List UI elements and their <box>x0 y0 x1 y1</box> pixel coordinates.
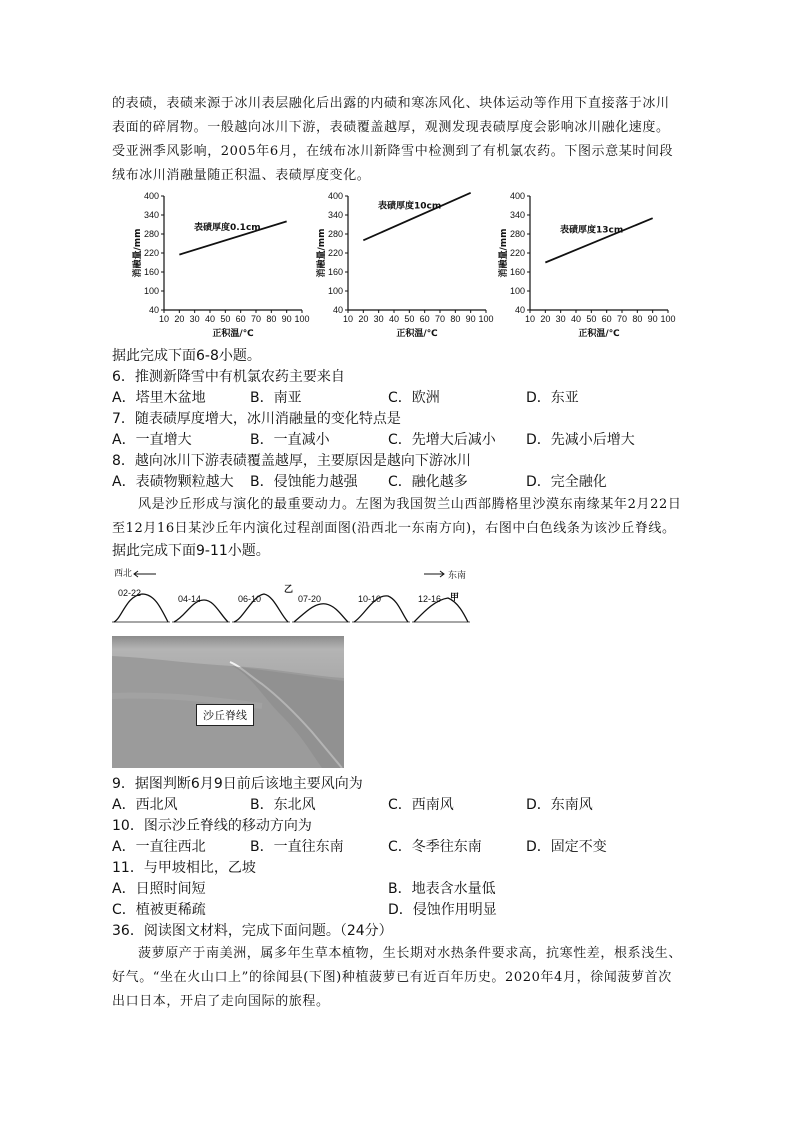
y-axis-label: 消融量/mm <box>317 228 327 278</box>
option-d[interactable]: D．完全融化 <box>526 474 607 490</box>
yi-slope-label: 乙 <box>284 585 294 595</box>
southeast-label: 东南 <box>448 570 467 580</box>
y-tick-label: 40 <box>514 305 525 315</box>
option-a[interactable]: A．一直往西北 <box>112 839 206 855</box>
question-9: 9．据图判断6月9日前后该地主要风向为 <box>112 776 363 792</box>
dune-ridge-photo <box>112 636 344 768</box>
dune-profile-panel <box>172 594 230 622</box>
option-b[interactable]: B．侵蚀能力越强 <box>250 474 358 490</box>
x-tick-label: 80 <box>632 314 643 324</box>
x-axis-label: 正积温/℃ <box>578 329 620 339</box>
y-tick-label: 160 <box>143 267 159 277</box>
x-tick-label: 80 <box>450 314 461 324</box>
dune-profile-panel <box>412 594 470 622</box>
options-6 <box>112 388 682 409</box>
y-tick-label: 160 <box>327 267 343 277</box>
dune-date-label: 02-22 <box>118 588 142 598</box>
question-11: 11．与甲坡相比，乙坡 <box>112 860 256 876</box>
chart-1 <box>314 190 494 340</box>
y-tick-label: 100 <box>509 286 525 296</box>
ridge-label: 沙丘脊线 <box>196 704 254 726</box>
option-c[interactable]: C．西南风 <box>388 797 454 813</box>
thickness-annotation: 表碛厚度10cm <box>378 201 442 212</box>
x-tick-label: 70 <box>616 314 628 324</box>
x-tick-label: 100 <box>660 314 676 324</box>
dune-profile-panel <box>352 594 410 622</box>
chart-0 <box>130 190 310 340</box>
option-c[interactable]: C．冬季往东南 <box>388 839 482 855</box>
y-tick-label: 220 <box>143 248 159 258</box>
options-11-row2 <box>112 900 682 921</box>
x-axis-label: 正积温/℃ <box>212 329 254 339</box>
option-c[interactable]: C．先增大后减小 <box>388 432 496 448</box>
dune-profile-panel <box>112 588 170 622</box>
arrow-right-icon <box>424 571 444 577</box>
x-tick-label: 40 <box>570 314 582 324</box>
question-7: 7．随表碛厚度增大，冰川消融量的变化特点是 <box>112 411 401 427</box>
option-a[interactable]: A．日照时间短 <box>112 881 206 897</box>
x-axis-label: 正积温/℃ <box>396 329 438 339</box>
option-d[interactable]: D．东亚 <box>526 390 579 406</box>
options-10 <box>112 837 682 858</box>
thickness-annotation: 表碛厚度13cm <box>560 225 624 236</box>
y-tick-label: 280 <box>143 229 159 239</box>
x-tick-label: 90 <box>465 314 476 324</box>
arrow-left-icon <box>134 571 156 577</box>
x-tick-label: 50 <box>220 314 231 324</box>
dune-profile-curve <box>114 594 168 622</box>
options-8 <box>112 472 682 493</box>
option-b[interactable]: B．一直减小 <box>250 432 330 448</box>
option-b[interactable]: B．地表含水量低 <box>388 881 496 897</box>
x-tick-label: 100 <box>478 314 494 324</box>
x-tick-label: 20 <box>174 314 185 324</box>
dune-profile-curve <box>294 604 348 622</box>
y-tick-label: 340 <box>327 210 343 220</box>
y-tick-label: 40 <box>148 305 159 315</box>
x-tick-label: 40 <box>204 314 216 324</box>
northwest-label: 西北 <box>114 568 133 578</box>
options-11-row1 <box>112 879 682 900</box>
x-tick-label: 70 <box>434 314 446 324</box>
dune-date-label: 07-20 <box>298 594 322 604</box>
x-tick-label: 10 <box>524 314 536 324</box>
x-tick-label: 30 <box>373 314 384 324</box>
x-tick-label: 20 <box>358 314 369 324</box>
x-tick-label: 90 <box>281 314 292 324</box>
option-c[interactable]: C．融化越多 <box>388 474 468 490</box>
x-tick-label: 40 <box>388 314 400 324</box>
dune-profile-figure <box>112 566 682 632</box>
x-tick-label: 80 <box>266 314 277 324</box>
question-36: 36．阅读图文材料，完成下面问题。（24分） <box>112 923 393 939</box>
dune-profile-panel <box>292 594 350 622</box>
lead-9-11: 据此完成下面9-11小题。 <box>112 543 270 559</box>
y-tick-label: 280 <box>327 229 343 239</box>
x-tick-label: 60 <box>235 314 246 324</box>
y-tick-label: 280 <box>509 229 525 239</box>
x-tick-label: 20 <box>540 314 551 324</box>
option-c[interactable]: C．植被更稀疏 <box>112 902 206 918</box>
option-d[interactable]: D．固定不变 <box>526 839 607 855</box>
option-a[interactable]: A．塔里木盆地 <box>112 390 206 406</box>
x-tick-label: 90 <box>647 314 658 324</box>
y-tick-label: 220 <box>509 248 525 258</box>
option-b[interactable]: B．一直往东南 <box>250 839 344 855</box>
thickness-annotation: 表碛厚度0.1cm <box>194 222 261 233</box>
option-d[interactable]: D．侵蚀作用明显 <box>388 902 497 918</box>
y-tick-label: 400 <box>327 191 343 201</box>
question-6: 6．推测新降雪中有机氯农药主要来自 <box>112 369 345 385</box>
y-tick-label: 160 <box>509 267 525 277</box>
y-tick-label: 340 <box>509 210 525 220</box>
question-10: 10．图示沙丘脊线的移动方向为 <box>112 818 312 834</box>
dune-date-label: 04-14 <box>178 594 202 604</box>
passage-pineapple: 菠萝原产于南美洲，属多年生草本植物，生长期对水热条件要求高，抗寒性差，根系浅生、好气。“坐在火山口上”的徐闻县(下图)种植菠萝已有近百年历史。2020年4月，徐闻菠萝首次出口日本，开启了走向国际的旅程。 <box>112 946 683 1009</box>
y-tick-label: 100 <box>327 286 343 296</box>
ablation-charts <box>112 190 682 342</box>
dune-date-label: 06-10 <box>238 594 262 604</box>
option-a[interactable]: A．西北风 <box>112 797 178 813</box>
y-tick-label: 220 <box>327 248 343 258</box>
x-tick-label: 50 <box>404 314 415 324</box>
x-tick-label: 10 <box>342 314 354 324</box>
x-tick-label: 50 <box>586 314 597 324</box>
option-b[interactable]: B．东北风 <box>250 797 316 813</box>
y-axis-label: 消融量/mm <box>133 228 143 278</box>
x-tick-label: 60 <box>601 314 612 324</box>
x-tick-label: 30 <box>555 314 566 324</box>
option-a[interactable]: A．一直增大 <box>112 432 192 448</box>
chart-2 <box>496 190 676 340</box>
x-tick-label: 10 <box>158 314 170 324</box>
option-d[interactable]: D．东南风 <box>526 797 593 813</box>
x-tick-label: 30 <box>189 314 200 324</box>
passage-glacier: 的表碛，表碛来源于冰川表层融化后出露的内碛和寒冻风化、块体运动等作用下直接落于冰川表面的碎屑物。一般越向冰川下游，表碛覆盖越厚，观测发现表碛厚度会影响冰川融化速度。受亚洲季风影响，2005年6月，在绒布冰川新降雪中检测到了有机氯农药。下图示意某时间段绒布冰川消融量随正积温、表碛厚度变化。 <box>112 96 674 183</box>
y-tick-label: 100 <box>143 286 159 296</box>
x-tick-label: 100 <box>294 314 310 324</box>
option-b[interactable]: B．南亚 <box>250 390 302 406</box>
options-9 <box>112 795 682 816</box>
series-line <box>363 193 470 241</box>
y-tick-label: 400 <box>143 191 159 201</box>
dune-profile-panel <box>232 594 290 622</box>
jia-slope-label: 甲 <box>450 593 460 603</box>
x-tick-label: 60 <box>419 314 430 324</box>
x-tick-label: 70 <box>250 314 262 324</box>
option-d[interactable]: D．先减小后增大 <box>526 432 635 448</box>
option-c[interactable]: C．欧洲 <box>388 390 440 406</box>
question-8: 8．越向冰川下游表碛覆盖越厚，主要原因是越向下游冰川 <box>112 453 471 469</box>
y-tick-label: 340 <box>143 210 159 220</box>
dune-date-label: 10-10 <box>358 594 382 604</box>
y-tick-label: 400 <box>509 191 525 201</box>
lead-6-8: 据此完成下面6-8小题。 <box>112 348 261 364</box>
option-a[interactable]: A．表碛物颗粒越大 <box>112 474 234 490</box>
options-7 <box>112 430 682 451</box>
passage-dune: 风是沙丘形成与演化的最重要动力。左图为我国贺兰山西部腾格里沙漠东南缘某年2月22日至12月16日某沙丘年内演化过程剖面图(沿西北一东南方向)，右图中白色线条为该沙丘脊线。 <box>112 497 682 536</box>
y-axis-label: 消融量/mm <box>499 228 509 278</box>
exam-page <box>112 92 682 1014</box>
y-tick-label: 40 <box>332 305 343 315</box>
dune-date-label: 12-16 <box>418 594 442 604</box>
